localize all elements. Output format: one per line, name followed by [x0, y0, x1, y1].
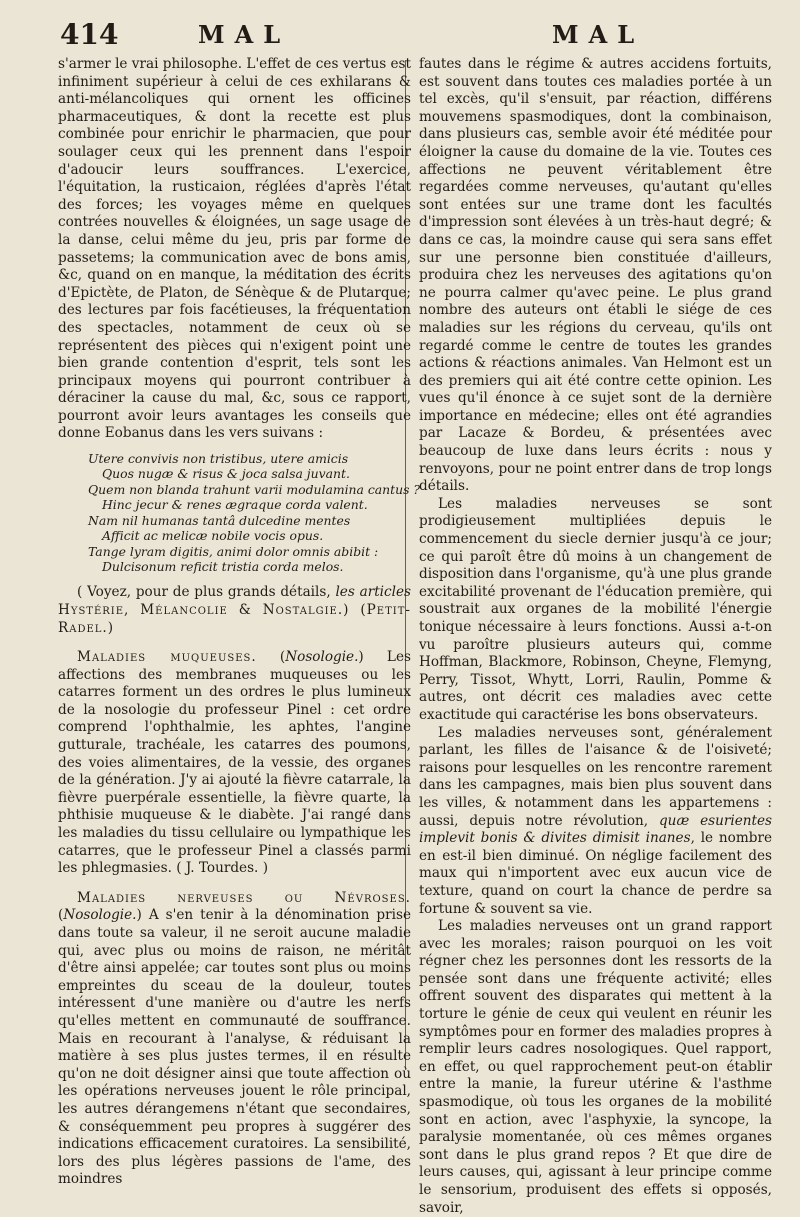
- verse-line: Utere convivis non tristibus, utere amicis: [88, 451, 349, 467]
- paragraph: [419, 725, 772, 919]
- entry-heading: Maladies muqueuses.: [77, 649, 257, 666]
- xref-italic: les articles: [335, 584, 411, 601]
- latin-quote: quæ esurientes implevit bonis & divites dimisit inanes: [419, 812, 772, 847]
- verse-line: Nam nil humanas tantâ dulcedine mentes: [88, 512, 351, 528]
- running-head-left: MAL: [198, 20, 291, 49]
- verse-line: Quem non blanda trahunt varii modulamina cantus ?: [88, 481, 421, 497]
- paragraph: Les maladies nerveuses ont un grand rapport avec les morales; raison pourquoi on les voit régner chez les personnes dont les ressorts de la pensée sont dans une fréquente activité; elles offrent souvent des disparates qui mettent à la torture le génie de ceux qui veulent en réunir les symptômes pour en former des maladies propres à remplir leurs cadres nosologiques. Quel rapport, en effet, ou quel rapprochement peut-on établir entre la manie, la fureur utérine & l'asthme spasmodique, où tous les organes de la mobilité sont en action, avec l'asphyxie, la syncope, la paralysie momentanée, où ces mêmes organes sont dans le plus grand repos ? Et que dire de leurs causes, qui, agissant à leur principe comme le sensorium, produisent des effets si opposés, savoir,: [419, 918, 772, 1216]
- verse-line: Hinc jecur & renes ægraque corda valent.: [102, 497, 368, 513]
- entry-heading: Maladies nerveuses ou Névroses.: [77, 889, 411, 906]
- paragraph-text: Les maladies nerveuses sont, généralement parlant, les filles de l'aisance & de l'oisiveté; raisons pour lesquelles on les rencontre rarement dans les campagnes, mais bien plus souvent dans les villes, & notamment dans les appartemens : aussi, depuis notre révolution,: [419, 724, 772, 829]
- latin-verse: [88, 451, 421, 574]
- entry-maladies-muqueuses: [58, 649, 411, 878]
- paragraph: s'armer le vrai philosophe. L'effet de ces vertus est infiniment supérieur à celui de ces exhilarans & anti-mélancoliques qui ornent les officines pharmaceutiques, & dont la recette est plus combinée pour enrichir le pharmacien, que pour soulager ceux qui les prennent dans l'espoir d'adoucir leurs souffrances. L'exercice, l'équitation, la rusticaion, réglées d'après l'état des forces; les voyages même en quelques contrées nouvelles & éloignées, un sage usage de la danse, celui même du jeu, pris par forme de passetems; la communication avec de bons amis, &c, quand on en manque, la méditation des écrits d'Epictète, de Platon, de Sénèque & de Plutarque; des lectures par fois facétieuses, la fréquentation des spectacles, notamment de ceux où se représentent des pièces qui n'exigent point une bien grande contention d'esprit, tels sont les principaux moyens qui pourront contribuer à déraciner la cause du mal, &c, sous ce rapport, pourront avoir leurs avantages les conseils que donne Eobanus dans les vers suivans :: [58, 56, 411, 442]
- left-column: [58, 56, 421, 1189]
- verse-line: Dulcisonum reficit tristia corda melos.: [102, 558, 344, 574]
- cross-reference: [58, 584, 411, 637]
- entry-text: ) Les affections des membranes muqueuses ou les catarres forment un des ordres le plus lumineux de la nosologie du professeur Pinel : cet ordre comprend l'ophthalmie, les aphtes, l'angine gutturale, trachéale, les catarres des poumons, des voies alimentaires, de la vessie, des organes de la génération. J'y ai ajouté la fièvre catarrale, la fièvre puerpérale essentielle, la fièvre quarte, la phthisie muqueuse & le diabète. J'ai rangé dans les maladies du tissu cellulaire ou lympathique les catarres, que le professeur Pinel a classés parmi les phlegmasies. ( J. Tourdes. ): [58, 649, 411, 877]
- running-head-right: MAL: [552, 20, 645, 49]
- entry-text: (: [58, 907, 64, 924]
- xref-text: ( Voyez, pour de plus grands détails,: [77, 584, 336, 601]
- entry-subject: Nosologie.: [285, 649, 359, 666]
- verse-line: Quos nugæ & risus & joca salsa juvant.: [102, 466, 350, 482]
- paragraph: Les maladies nerveuses se sont prodigieusement multipliées depuis le commencement du siecle dernier jusqu'à ce jour; ce qui paroît être dû moins à un changement de disposition dans l'organisme, qu'à une plus grande excitabilité provenant de l'éducation première, qui soustrait aux organes de la mobilité l'énergie tonique nécessaire à leurs fonctions. Aussi a-t-on vu paroître plusieurs auteurs qui, comme Hoffman, Blackmore, Robinson, Cheyne, Flemyng, Perry, Tissot, Whytt, Lorri, Raulin, Pomme & autres, ont décrit ces maladies avec cette exactitude qui caractérise les bons observateurs.: [419, 495, 772, 723]
- paragraph-text: , le nombre en est-il bien diminué. On néglige facilement des maux qui n'importent avec eux aucun vice de texture, quand on court la chance de perdre sa fortune & souvent sa vie.: [419, 830, 772, 917]
- page-number: 414: [60, 18, 119, 51]
- verse-line: Afficit ac melicæ nobile vocis opus.: [102, 528, 324, 544]
- entry-text: ) A s'en tenir à la dénomination prise dans toute sa valeur, il ne seroit aucune maladie qui, avec plus ou moins de raison, ne méritât d'être ainsi appelée; car toutes sont plus ou moins empreintes du sceau de la douleur, toutes intéressent d'une manière ou d'autre les nerfs qu'elles mettent en communauté de souffrance. Mais en recourant à l'analyse, & réduisant la matière à ses plus justes termes, il en résulte qu'on ne doit désigner ainsi que toute affection où les opérations nerveuses jouent le rôle principal, les autres dérangemens n'étant que secondaires, & conséquemment peu propres à suggérer des indications efficacement curatoires. La sensibilité, lors des plus légères passions de l'ame, des moindres: [58, 907, 411, 1188]
- entry-text: (: [256, 649, 286, 666]
- xref-articles: Hystérie, Mélancolie & Nostalgie.) (Petit-Radel.): [58, 601, 411, 636]
- entry-subject: Nosologie.: [63, 907, 137, 924]
- entry-maladies-nerveuses: [58, 890, 411, 1189]
- verse-line: Tange lyram digitis, animi dolor omnis abibit :: [88, 543, 379, 559]
- paragraph: fautes dans le régime & autres accidens fortuits, est souvent dans toutes ces maladies portée à un tel excès, qu'il s'ensuit, par réaction, différens mouvemens spasmodiques, dont la combinaison, dans plusieurs cas, semble avoir été méditée pour éloigner la cause du domaine de la vie. Toutes ces affections ne peuvent véritablement être regardées comme nerveuses, qu'autant qu'elles sont entées sur une trame dont les facultés d'impression sont élevées à un très-haut degré; & dans ce cas, la moindre cause qui sera sans effet sur une personne bien constituée d'ailleurs, produira chez les nerveuses des agitations qu'on ne pourra calmer qu'avec peine. Le plus grand nombre des auteurs ont établi le siége de ces maladies sur les régions du cerveau, qu'ils ont regardé comme le centre de toutes les grandes actions & réactions animales. Van Helmont est un des premiers qui ait été contre cette opinion. Les vues qu'il énonce à ce sujet sont de la dernière importance en médecine; elles ont été agrandies par Lacaze & Bordeu, & présentées avec beaucoup de luxe dans leurs écrits : nous y renvoyons, pour ne point entrer dans de trop longs détails.: [419, 56, 772, 495]
- right-column: [419, 56, 772, 1217]
- page-header: [0, 18, 800, 54]
